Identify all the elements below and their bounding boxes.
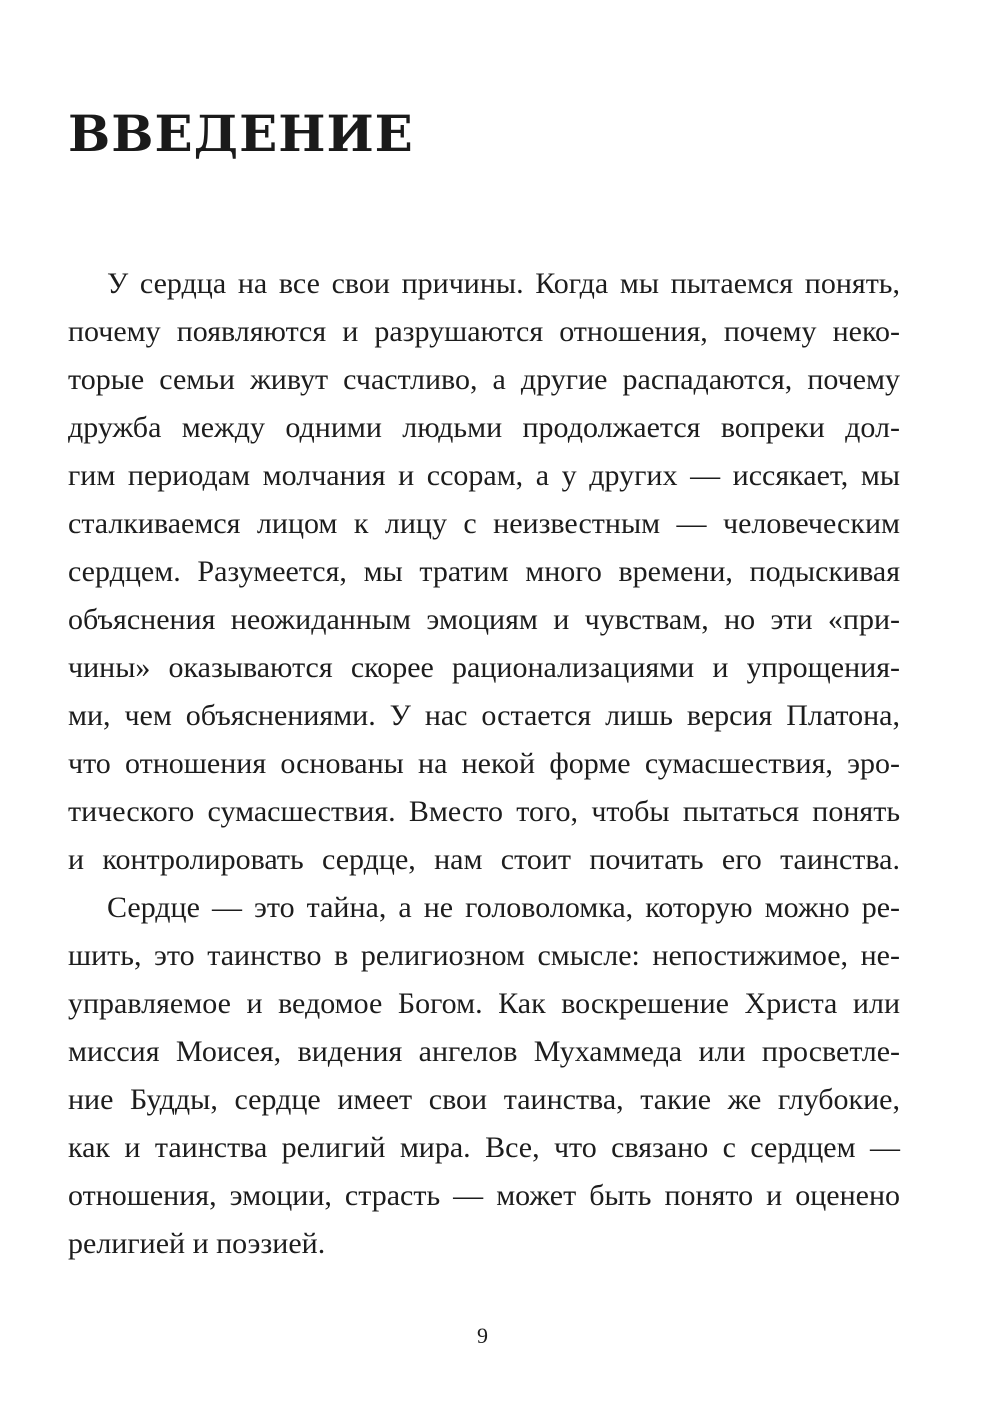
text-line: ми, чем объяснениями. У нас остается лишь версия Платона, <box>68 699 900 732</box>
text-line: гим периодам молчания и ссорам, а у других — иссякает, мы <box>68 459 900 492</box>
text-line: тического сумасшествия. Вместо того, чтобы пытаться понять <box>68 795 900 828</box>
text-line: дружба между одними людьми продолжается вопреки дол- <box>68 411 900 444</box>
text-line: сталкиваемся лицом к лицу с неизвестным — человеческим <box>68 507 900 540</box>
text-line: и контролировать сердце, нам стоит почитать его таинства. <box>68 843 900 876</box>
text-line: У сердца на все свои причины. Когда мы пытаемся понять, <box>107 267 900 300</box>
text-line: отношения, эмоции, страсть — может быть понято и оценено <box>68 1179 900 1212</box>
text-line: религией и поэзией. <box>68 1227 326 1260</box>
text-line: миссия Моисея, видения ангелов Мухаммеда или просветле- <box>68 1035 900 1068</box>
text-line: объяснения неожиданным эмоциям и чувствам, но эти «при- <box>68 603 900 636</box>
text-line: управляемое и ведомое Богом. Как воскрешение Христа или <box>68 987 900 1020</box>
text-line: торые семьи живут счастливо, а другие распадаются, почему <box>68 363 900 396</box>
page-number: 9 <box>477 1323 488 1348</box>
text-line: шить, это таинство в религиозном смысле: непостижимое, не- <box>68 939 900 972</box>
text-line: что отношения основаны на некой форме сумасшествия, эро- <box>68 747 900 780</box>
chapter-title: ВВЕДЕНИЕ <box>68 104 414 163</box>
text-line: как и таинства религий мира. Все, что связано с сердцем — <box>68 1131 900 1164</box>
text-line: чины» оказываются скорее рационализациями и упрощения- <box>68 651 900 684</box>
text-line: почему появляются и разрушаются отношения, почему неко- <box>68 315 900 348</box>
text-line: ние Будды, сердце имеет свои таинства, такие же глубокие, <box>68 1083 900 1116</box>
text-line: сердцем. Разумеется, мы тратим много времени, подыскивая <box>68 555 900 588</box>
text-line: Сердце — это тайна, а не головоломка, которую можно ре- <box>107 891 900 924</box>
